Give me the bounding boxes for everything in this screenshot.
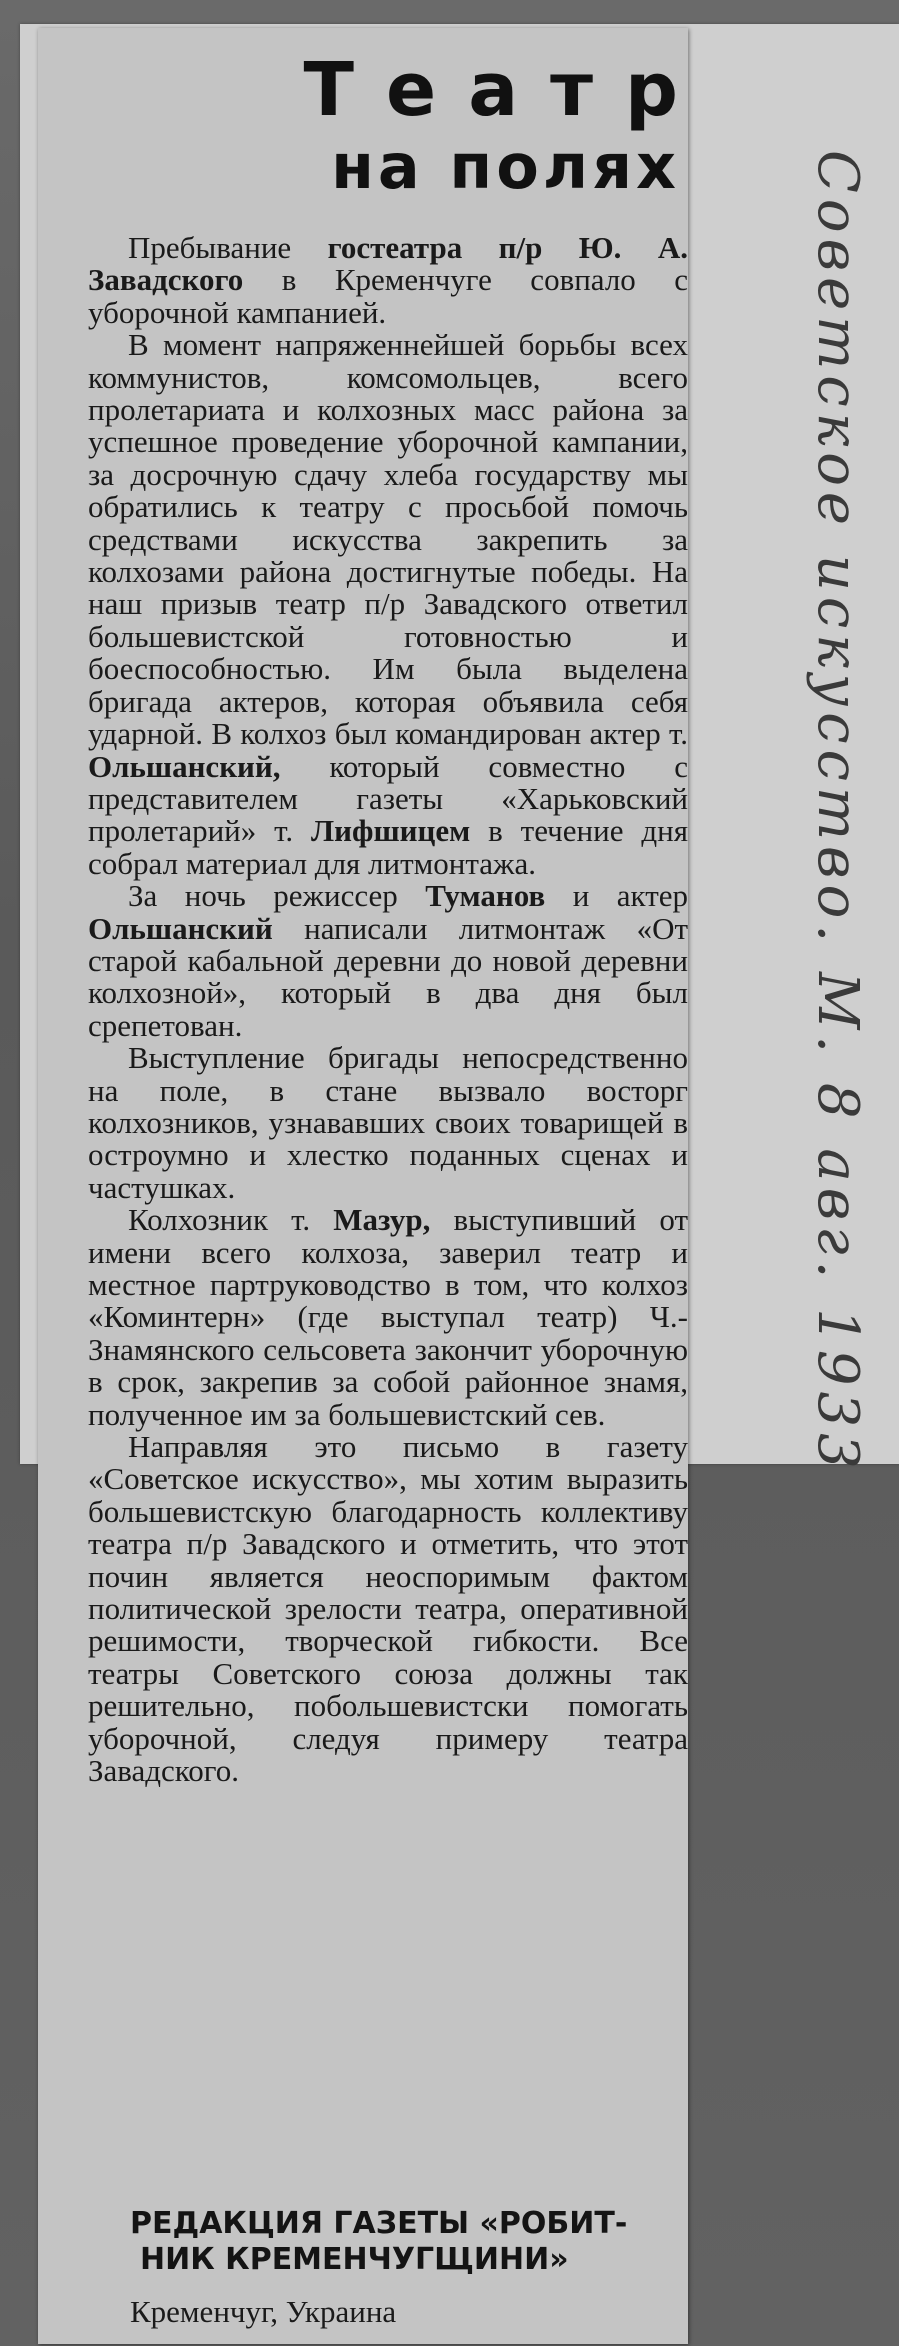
dateline-place: Кременчуг, Украина	[130, 2294, 397, 2329]
paragraph-text: Колхозник т.	[128, 1202, 334, 1238]
paragraph-text: и актер	[545, 878, 689, 914]
article-headline	[303, 47, 710, 204]
paragraph-text: Направляя это письмо в газету «Советское искусство», мы хотим выразить большевистскую благодарность коллективу театра п/р Завадского и отметить, что этот почин является неоспоримым фактом политической зрелости театра, оперативной решимости, творческой гибкости. Все театры Советского союза должны так решительно, побольшевистски помогать уборочной, следуя примеру театра Завадского.	[88, 1429, 688, 1789]
emphasized-name: Туманов	[425, 878, 546, 914]
article-paragraph	[88, 1204, 688, 1431]
headline-line-2: на полях	[331, 130, 680, 204]
paragraph-text: в Кременчуге совпало с уборочной кампанией.	[88, 262, 688, 330]
handwritten-note-text: Советское искусство. М. 8 авг. 1933	[805, 150, 870, 1475]
emphasized-name: Ольшанский,	[88, 748, 281, 784]
headline-line-1: Театр	[303, 47, 710, 133]
emphasized-name: Лифшицем	[311, 813, 471, 849]
paragraph-text: написали литмонтаж «От старой кабальной деревни до новой деревни колхозной», который в два дня был срепетован.	[88, 910, 688, 1043]
paragraph-text: Выступление бригады непосредственно на поле, в стане вызвало восторг колхозников, узнававших своих товарищей в остроумно и хлестко поданных сценах и частушках.	[88, 1040, 688, 1205]
signature-line-1: РЕДАКЦИЯ ГАЗЕТЫ «РОБИТ-	[130, 2206, 628, 2241]
article-body	[88, 232, 688, 1788]
newspaper-clipping	[38, 28, 710, 2344]
article-paragraph	[88, 1431, 688, 1787]
article-paragraph	[88, 329, 688, 880]
article-paragraph	[88, 1042, 688, 1204]
emphasized-name: Ольшанский	[88, 910, 273, 946]
paragraph-text: в течение дня собрал материал для литмонтажа.	[88, 813, 688, 881]
emphasized-name: гостеатра п/р Ю. А. Завадского	[88, 230, 688, 298]
paragraph-text: выступивший от имени всего колхоза, заверил театр и местное партруководство в том, что колхоз «Коминтерн» (где выступал театр) Ч.-Знамянского сельсовета закончит уборочную в срок, закрепив за собой районное знамя, полученное им за большевистский сев.	[88, 1202, 688, 1432]
paragraph-text: В момент напряженнейшей борьбы всех коммунистов, комсомольцев, всего пролетариата и колхозных масс района за успешное проведение уборочной кампании, за досрочную сдачу хлеба государству мы обратились к театру с просьбой помочь средствами искусства закрепить за колхозами района достигнутые победы. На наш призыв театр п/р Завадского ответил большевистской готовностью и боеспособностью. Им была выделена бригада актеров, которая объявила себя ударной. В колхоз был командирован актер т.	[88, 327, 688, 752]
emphasized-name: Мазур,	[333, 1202, 431, 1238]
article-paragraph	[88, 232, 688, 329]
signature-line-2: НИК КРЕМЕНЧУГЩИНИ»	[140, 2242, 569, 2277]
paragraph-text: который совместно с представителем газеты «Харьковский пролетарий» т.	[88, 748, 688, 849]
handwritten-source-note	[790, 150, 890, 1475]
paragraph-text: Пребывание	[128, 230, 328, 265]
signature-block	[130, 2206, 690, 2278]
article-paragraph	[88, 880, 688, 1042]
paragraph-text: За ночь режиссер	[128, 878, 426, 914]
